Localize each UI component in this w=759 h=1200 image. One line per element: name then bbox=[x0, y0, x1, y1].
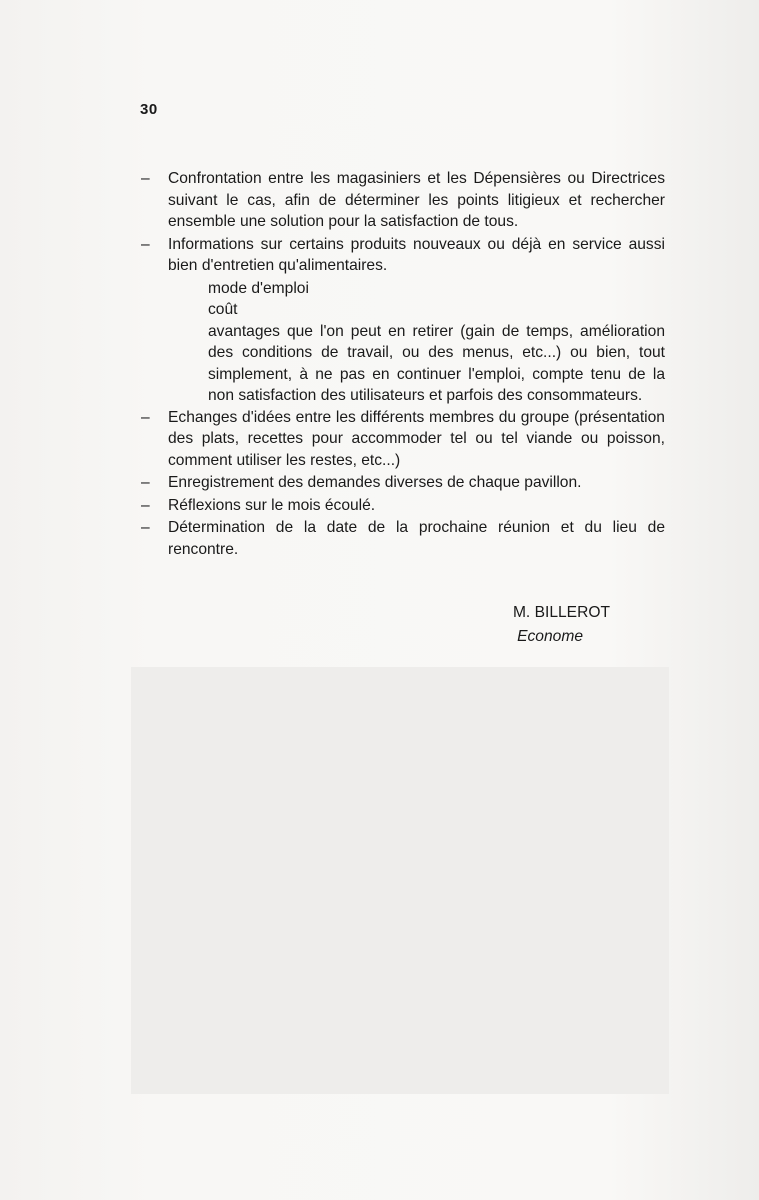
page-number: 30 bbox=[140, 101, 158, 118]
list-item bbox=[140, 407, 665, 472]
sub-item: avantages que l'on peut en retirer (gain de temps, amélioration des conditions de travail, ou des menus, etc...) ou bien, tout simplement, à ne pas en continuer l'emploi, compte tenu de la non satisfaction des utilisateurs et parfois des consommateurs. bbox=[208, 322, 665, 404]
dash-bullet: – bbox=[141, 474, 150, 491]
dash-bullet: – bbox=[141, 408, 150, 426]
dash-bullet: – bbox=[141, 170, 150, 187]
list-item-text: Détermination de la date de la prochaine réunion et du lieu de rencontre. bbox=[168, 519, 665, 558]
dash-bullet: – bbox=[141, 519, 150, 536]
sub-item: coût bbox=[208, 301, 238, 318]
list-item-text: Informations sur certains produits nouveaux ou déjà en service aussi bien d'entretien qu'alimentaires. bbox=[168, 235, 665, 274]
list-item-text: Echanges d'idées entre les différents membres du groupe (présentation des plats, recettes pour accommoder tel ou tel viande ou poisson, comment utiliser les restes, etc...) bbox=[168, 408, 665, 469]
list-item-text: Réflexions sur le mois écoulé. bbox=[168, 496, 376, 514]
sub-item: mode d'emploi bbox=[208, 279, 309, 297]
body-text bbox=[140, 168, 665, 561]
list-item-text: Confrontation entre les magasiniers et les Dépensières ou Directrices suivant le cas, afin de déterminer les points litigieux et rechercher ensemble une solution pour la satisfaction de tous. bbox=[168, 170, 665, 230]
signature-title: Econome bbox=[517, 628, 583, 645]
list-item bbox=[140, 472, 665, 494]
list-item bbox=[140, 517, 665, 560]
list-item bbox=[140, 495, 665, 517]
dash-bullet: – bbox=[141, 496, 150, 514]
list-item bbox=[140, 234, 665, 277]
dash-bullet: – bbox=[141, 235, 150, 253]
signature-name: M. BILLEROT bbox=[512, 604, 610, 621]
blank-image-area bbox=[131, 667, 669, 1094]
list-item bbox=[140, 168, 665, 233]
list-item-text: Enregistrement des demandes diverses de chaque pavillon. bbox=[168, 474, 582, 491]
